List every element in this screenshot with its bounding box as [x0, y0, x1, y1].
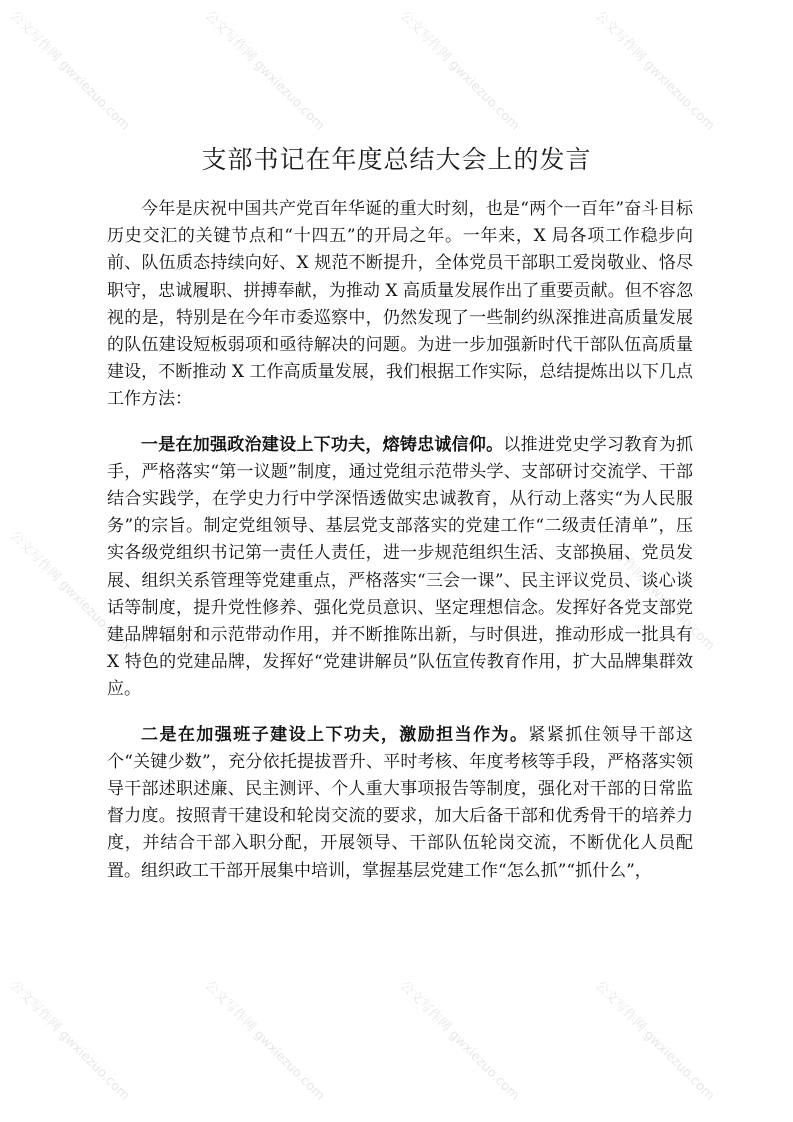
watermark-text: 公文写作网 gwxiezuo.com [7, 528, 133, 654]
document-title: 支部书记在年度总结大会上的发言 [201, 145, 592, 174]
paragraph-intro [107, 196, 693, 414]
paragraph-lead: 二是在加强班子建设上下功夫，激励担当作为。 [141, 724, 529, 745]
watermark-text: 公文写作网 gwxiezuo.com [397, 8, 523, 134]
paragraph-text: 紧紧抓住领导干部这个“关键少数”，充分依托提拔晋升、平时考核、年度考核等手段，严格落实领导干部述职述廉、民主测评、个人重大事项报告等制度，强化对干部的日常监督力度。按照青干建设和轮岗交流的要求，加大后备干部和优秀骨干的培养力度，并结合干部入职分配，开展领导、干部队伍轮岗交流，不断优化人员配置。组织政工干部开展集中培训，掌握基层党建工作“怎么抓”“抓什么”， [107, 724, 694, 881]
watermark-text: 公文写作网 gwxiezuo.com [592, 978, 718, 1104]
watermark-text: 公文写作网 gwxiezuo.com [7, 978, 133, 1104]
watermark-text: 公文写作网 gwxiezuo.com [202, 8, 328, 134]
watermark-text: 公文写作网 gwxiezuo.com [397, 978, 523, 1104]
watermark-text: 公文写作网 gwxiezuo.com [7, 8, 133, 134]
paragraph-political-building [107, 432, 693, 704]
paragraph-text: 以推进党史学习教育为抓手，严格落实“第一议题”制度，通过党组示范带头学、支部研讨交流学、干部结合实践学，在学史力行中学深悟透做实忠诚教育，从行动上落实“为人民服务”的宗旨。制定党组领导、基层党支部落实的党建工作“二级责任清单”，压实各级党组织书记第一责任人责任，进一步规范组织生活、支部换届、党员发展、组织关系管理等党建重点，严格落实“三会一课”、民主评议党员、谈心谈话等制度，提升党性修养、强化党员意识、坚定理想信念。发挥好各党支部党建品牌辐射和示范带动作用，并不断推陈出新，与时俱进，推动形成一批具有 X 特色的党建品牌，发挥好“党建讲解员”队伍宣传教育作用，扩大品牌集群效应。 [107, 434, 694, 700]
watermark-text: 公文写作网 gwxiezuo.com [202, 978, 328, 1104]
watermark-text: 公文写作网 gwxiezuo.com [592, 528, 718, 654]
paragraph-text: 今年是庆祝中国共产党百年华诞的重大时刻，也是“两个一百年”奋斗目标历史交汇的关键节点和“十四五”的开局之年。一年来，X 局各项工作稳步向前、队伍质态持续向好、X 规范不断提升，全体党员干部职工爱岗敬业、恪尽职守，忠诚履职、拼搏奉献，为推动 X 高质量发展作出了重要贡献。但不容忽视的是，特别是在今年市委巡察中，仍然发现了一些制约纵深推进高质量发展的队伍建设短板弱项和亟待解决的问题。为进一步加强新时代干部队伍高质量建设，不断推动 X 工作高质量发展，我们根据工作实际，总结提炼出以下几点工作方法： [107, 199, 693, 410]
paragraph-lead: 一是在加强政治建设上下功夫，熔铸忠诚信仰。 [141, 434, 504, 455]
document-body [107, 196, 693, 885]
watermark-text: 公文写作网 gwxiezuo.com [592, 8, 718, 134]
paragraph-team-building [107, 722, 693, 885]
